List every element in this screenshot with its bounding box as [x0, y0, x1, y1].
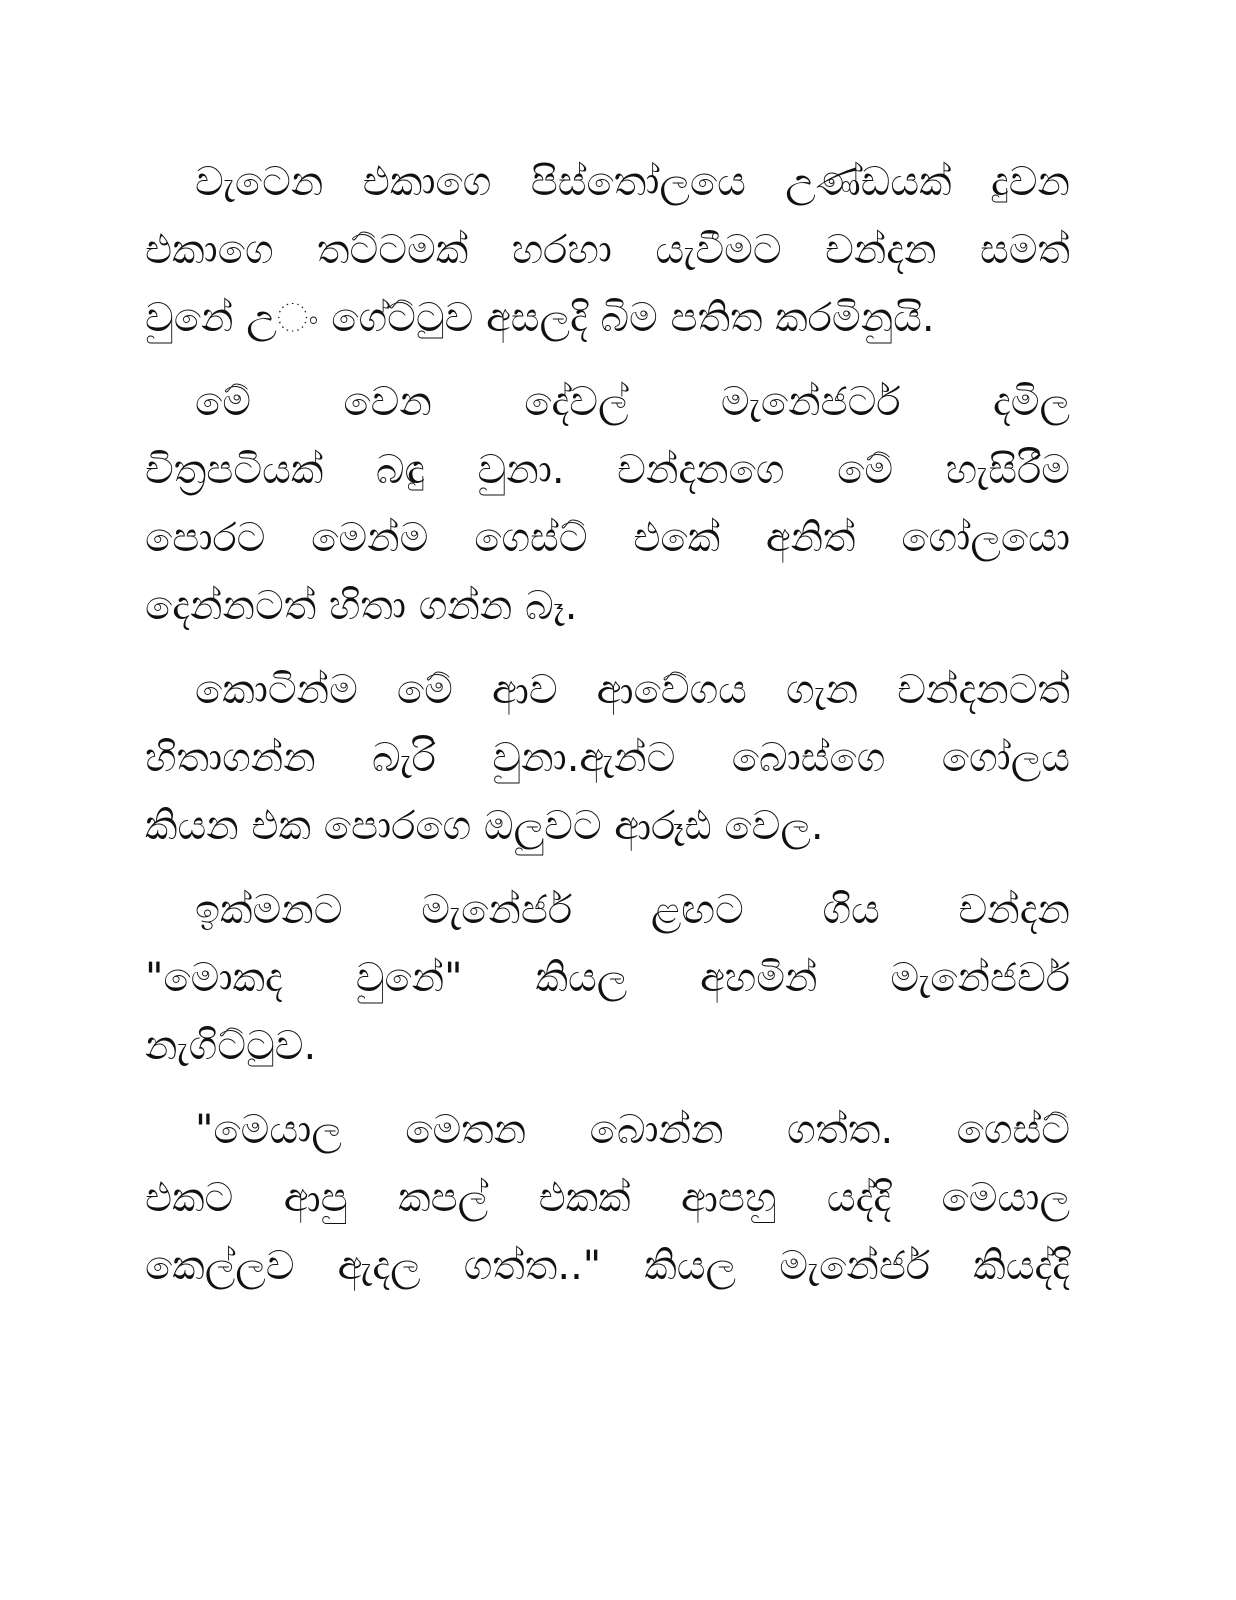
text-line: දෙන්නටත් හිතා ගන්න බෑ.: [145, 583, 578, 629]
text-line: කොටින්ම මේ ආව ආවේගය ගැන චන්දනටත්: [195, 667, 1070, 713]
text-line: චිත්‍රපටියක් බඳු වුනා. චන්දනගෙ මේ හැසිරීම: [145, 447, 1070, 493]
text-line: "මෙයාල මෙතන බොන්න ගත්ත. ගෙස්ට්: [195, 1107, 1070, 1153]
paragraph-3: [145, 656, 1070, 860]
paragraph-4: [145, 876, 1070, 1080]
paragraph-2: [145, 368, 1070, 640]
text-line: කෙල්ලව ඇදල ගත්ත.." කියල මැනේජර් කියද්දි: [145, 1243, 1070, 1289]
paragraph-1: [145, 148, 1070, 352]
story-text: [145, 148, 1070, 1300]
text-line: නැගිට්ටුව.: [145, 1023, 317, 1069]
text-line: එකාගෙ තට්ටමක් හරහා යැවීමට චන්දන සමත්: [145, 227, 1070, 273]
text-line: වැටෙන එකාගෙ පිස්තෝලයෙ උණ්ඩයක් දුවන: [195, 159, 1070, 205]
text-line: වුනේ උ◌ං ගේට්ටුව අසලදි බිම පතිත කරමිනුයි.: [145, 295, 935, 341]
text-line: කියන එක පොරගෙ ඔලුවට ආරූඪ වෙල.: [145, 803, 824, 849]
text-line: පොරට මෙන්ම ගෙස්ට් එකේ අනිත් ගෝලයො: [145, 515, 1070, 561]
text-line: "මොකද වුනේ" කියල අහමින් මැනේජර්ව: [145, 955, 1070, 1001]
text-line: මේ වෙන දේවල් මැනේජර්ට දමිල: [195, 379, 1070, 425]
paragraph-5: [145, 1096, 1070, 1300]
text-line: හිතාගන්න බැරි වුනා.ඇන්ට බොස්ගෙ ගෝලය: [145, 735, 1070, 781]
text-line: එකට ආපු කපල් එකක් ආපහු යද්දි මෙයාල: [145, 1175, 1070, 1221]
text-line: ඉක්මනට මැනේජර් ළඟට ගිය චන්දන: [195, 887, 1070, 933]
